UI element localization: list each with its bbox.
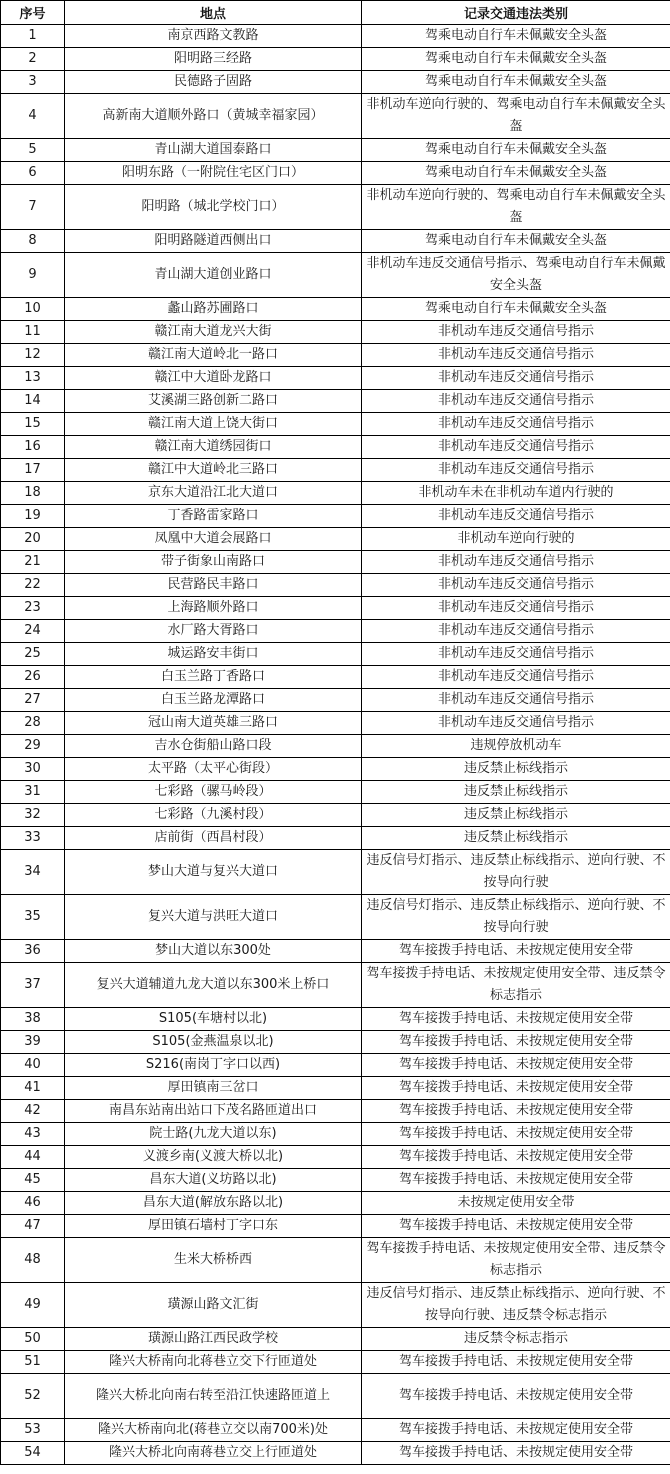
- row-location: 璜源山路江西民政学校: [65, 1328, 362, 1351]
- table-row: [1, 689, 670, 712]
- table-row: [1, 781, 670, 804]
- row-violation-type: 驾车接拨手持电话、未按规定使用安全带: [362, 1054, 670, 1077]
- row-location: 水厂路大胥路口: [65, 620, 362, 643]
- table-row: [1, 827, 670, 850]
- row-location: 南京西路文教路: [65, 25, 362, 48]
- row-violation-type: 非机动车违反交通信号指示: [362, 344, 670, 367]
- row-location: 城运路安丰街口: [65, 643, 362, 666]
- row-number: 16: [1, 436, 65, 459]
- table-row: [1, 1100, 670, 1123]
- row-location: 阳明东路（一附院住宅区门口）: [65, 162, 362, 185]
- row-number: 45: [1, 1169, 65, 1192]
- row-number: 23: [1, 597, 65, 620]
- table-row: [1, 459, 670, 482]
- row-number: 7: [1, 185, 65, 230]
- row-number: 24: [1, 620, 65, 643]
- table-row: [1, 344, 670, 367]
- row-violation-type: 非机动车逆向行驶的、驾乘电动自行车未佩戴安全头盔: [362, 94, 670, 139]
- row-violation-type: 非机动车违反交通信号指示: [362, 712, 670, 735]
- row-location: 隆兴大桥北向南蒋巷立交上行匝道处: [65, 1442, 362, 1465]
- row-number: 6: [1, 162, 65, 185]
- table-row: [1, 666, 670, 689]
- table-row: [1, 597, 670, 620]
- row-violation-type: 驾车接拨手持电话、未按规定使用安全带: [362, 1169, 670, 1192]
- row-violation-type: 驾车接拨手持电话、未按规定使用安全带: [362, 1146, 670, 1169]
- row-number: 51: [1, 1351, 65, 1374]
- row-violation-type: 违反信号灯指示、违反禁止标线指示、逆向行驶、不按导向行驶: [362, 895, 670, 940]
- row-violation-type: 驾车接拨手持电话、未按规定使用安全带、违反禁令标志指示: [362, 1238, 670, 1283]
- row-location: 赣江南大道岭北一路口: [65, 344, 362, 367]
- row-number: 27: [1, 689, 65, 712]
- row-violation-type: 非机动车违反交通信号指示: [362, 321, 670, 344]
- table-row: [1, 1283, 670, 1328]
- header-number: 序号: [1, 1, 65, 25]
- row-location: 带子街象山南路口: [65, 551, 362, 574]
- row-location: 凤凰中大道会展路口: [65, 528, 362, 551]
- table-row: [1, 1146, 670, 1169]
- row-location: 义渡乡南(义渡大桥以北): [65, 1146, 362, 1169]
- row-violation-type: 驾乘电动自行车未佩戴安全头盔: [362, 139, 670, 162]
- table-row: [1, 735, 670, 758]
- row-location: 上海路顺外路口: [65, 597, 362, 620]
- row-number: 54: [1, 1442, 65, 1465]
- table-row: [1, 185, 670, 230]
- row-violation-type: 非机动车违反交通信号指示: [362, 666, 670, 689]
- row-violation-type: 驾车接拨手持电话、未按规定使用安全带: [362, 1215, 670, 1238]
- row-number: 19: [1, 505, 65, 528]
- row-number: 37: [1, 963, 65, 1008]
- row-number: 49: [1, 1283, 65, 1328]
- row-number: 44: [1, 1146, 65, 1169]
- row-location: 璜源山路文汇街: [65, 1283, 362, 1328]
- row-number: 5: [1, 139, 65, 162]
- row-violation-type: 违反禁止标线指示: [362, 781, 670, 804]
- row-number: 52: [1, 1374, 65, 1419]
- row-violation-type: 违反禁止标线指示: [362, 804, 670, 827]
- row-number: 11: [1, 321, 65, 344]
- row-number: 41: [1, 1077, 65, 1100]
- row-number: 34: [1, 850, 65, 895]
- table-row: [1, 390, 670, 413]
- row-number: 29: [1, 735, 65, 758]
- table-row: [1, 482, 670, 505]
- row-number: 9: [1, 253, 65, 298]
- row-violation-type: 非机动车逆向行驶的: [362, 528, 670, 551]
- row-location: 冠山南大道英雄三路口: [65, 712, 362, 735]
- row-number: 50: [1, 1328, 65, 1351]
- table-row: [1, 574, 670, 597]
- row-number: 32: [1, 804, 65, 827]
- table-row: [1, 413, 670, 436]
- row-location: 昌东大道(解放东路以北): [65, 1192, 362, 1215]
- row-number: 31: [1, 781, 65, 804]
- row-location: 隆兴大桥南向北蒋巷立交下行匝道处: [65, 1351, 362, 1374]
- table-row: [1, 48, 670, 71]
- row-location: 艾溪湖三路创新二路口: [65, 390, 362, 413]
- table-row: [1, 1054, 670, 1077]
- row-location: 青山湖大道创业路口: [65, 253, 362, 298]
- row-number: 43: [1, 1123, 65, 1146]
- row-location: 隆兴大桥北向南右转至沿江快速路匝道上: [65, 1374, 362, 1419]
- table-row: [1, 94, 670, 139]
- table-row: [1, 1077, 670, 1100]
- row-location: 赣江中大道卧龙路口: [65, 367, 362, 390]
- table-header-row: [1, 1, 670, 25]
- row-location: 阳明路隧道西侧出口: [65, 230, 362, 253]
- row-location: 梦山大道以东300处: [65, 940, 362, 963]
- row-violation-type: 驾车接拨手持电话、未按规定使用安全带: [362, 1008, 670, 1031]
- row-location: 七彩路（骡马岭段）: [65, 781, 362, 804]
- row-number: 3: [1, 71, 65, 94]
- row-number: 18: [1, 482, 65, 505]
- row-location: 生米大桥桥西: [65, 1238, 362, 1283]
- table-row: [1, 758, 670, 781]
- row-number: 40: [1, 1054, 65, 1077]
- table-row: [1, 139, 670, 162]
- row-number: 53: [1, 1419, 65, 1442]
- table-row: [1, 1031, 670, 1054]
- row-number: 46: [1, 1192, 65, 1215]
- row-number: 25: [1, 643, 65, 666]
- table-row: [1, 1123, 670, 1146]
- row-violation-type: 驾车接拨手持电话、未按规定使用安全带: [362, 1374, 670, 1419]
- row-location: 七彩路（九溪村段）: [65, 804, 362, 827]
- table-row: [1, 436, 670, 459]
- row-violation-type: 非机动车未在非机动车道内行驶的: [362, 482, 670, 505]
- row-violation-type: 驾乘电动自行车未佩戴安全头盔: [362, 71, 670, 94]
- row-number: 36: [1, 940, 65, 963]
- row-location: 蠡山路苏圃路口: [65, 298, 362, 321]
- row-location: 阳明路三经路: [65, 48, 362, 71]
- row-location: 赣江南大道绣园街口: [65, 436, 362, 459]
- row-violation-type: 驾乘电动自行车未佩戴安全头盔: [362, 25, 670, 48]
- row-violation-type: 非机动车违反交通信号指示: [362, 390, 670, 413]
- table-row: [1, 298, 670, 321]
- row-location: S105(车塘村以北): [65, 1008, 362, 1031]
- table-row: [1, 25, 670, 48]
- table-row: [1, 71, 670, 94]
- table-row: [1, 1351, 670, 1374]
- row-violation-type: 违反禁止标线指示: [362, 827, 670, 850]
- table-row: [1, 1238, 670, 1283]
- row-location: 赣江南大道上饶大街口: [65, 413, 362, 436]
- row-number: 42: [1, 1100, 65, 1123]
- table-row: [1, 895, 670, 940]
- row-violation-type: 非机动车违反交通信号指示: [362, 597, 670, 620]
- row-violation-type: 非机动车违反交通信号指示: [362, 574, 670, 597]
- row-violation-type: 未按规定使用安全带: [362, 1192, 670, 1215]
- table-row: [1, 321, 670, 344]
- row-location: 高新南大道顺外路口（黄城幸福家园）: [65, 94, 362, 139]
- row-violation-type: 违反禁令标志指示: [362, 1328, 670, 1351]
- row-violation-type: 违反信号灯指示、违反禁止标线指示、逆向行驶、不按导向行驶: [362, 850, 670, 895]
- row-violation-type: 非机动车违反交通信号指示、驾乘电动自行车未佩戴安全头盔: [362, 253, 670, 298]
- row-number: 17: [1, 459, 65, 482]
- table-row: [1, 505, 670, 528]
- row-location: 厚田镇石墙村丁字口东: [65, 1215, 362, 1238]
- row-violation-type: 驾车接拨手持电话、未按规定使用安全带: [362, 1077, 670, 1100]
- row-location: 昌东大道(义坊路以北): [65, 1169, 362, 1192]
- table-row: [1, 940, 670, 963]
- row-number: 15: [1, 413, 65, 436]
- table-row: [1, 551, 670, 574]
- row-violation-type: 非机动车违反交通信号指示: [362, 643, 670, 666]
- table-row: [1, 850, 670, 895]
- row-location: 白玉兰路丁香路口: [65, 666, 362, 689]
- row-violation-type: 驾乘电动自行车未佩戴安全头盔: [362, 48, 670, 71]
- row-number: 48: [1, 1238, 65, 1283]
- table-row: [1, 230, 670, 253]
- table-row: [1, 528, 670, 551]
- row-location: S105(金燕温泉以北): [65, 1031, 362, 1054]
- row-number: 13: [1, 367, 65, 390]
- row-number: 33: [1, 827, 65, 850]
- row-violation-type: 驾车接拨手持电话、未按规定使用安全带: [362, 1031, 670, 1054]
- header-location: 地点: [65, 1, 362, 25]
- table-row: [1, 1008, 670, 1031]
- row-violation-type: 驾车接拨手持电话、未按规定使用安全带: [362, 1351, 670, 1374]
- row-violation-type: 违反禁止标线指示: [362, 758, 670, 781]
- row-location: 白玉兰路龙潭路口: [65, 689, 362, 712]
- header-violation-type: 记录交通违法类别: [362, 1, 670, 25]
- row-location: 民德路子固路: [65, 71, 362, 94]
- row-number: 14: [1, 390, 65, 413]
- row-number: 20: [1, 528, 65, 551]
- row-location: 太平路（太平心街段）: [65, 758, 362, 781]
- table-row: [1, 1328, 670, 1351]
- row-number: 21: [1, 551, 65, 574]
- row-number: 35: [1, 895, 65, 940]
- row-number: 1: [1, 25, 65, 48]
- row-number: 39: [1, 1031, 65, 1054]
- row-number: 28: [1, 712, 65, 735]
- row-location: 复兴大道辅道九龙大道以东300米上桥口: [65, 963, 362, 1008]
- row-violation-type: 非机动车违反交通信号指示: [362, 413, 670, 436]
- row-location: 南昌东站南出站口下茂名路匝道出口: [65, 1100, 362, 1123]
- table-row: [1, 712, 670, 735]
- row-violation-type: 非机动车违反交通信号指示: [362, 689, 670, 712]
- row-location: 京东大道沿江北大道口: [65, 482, 362, 505]
- table-body: [1, 25, 670, 1465]
- row-location: 复兴大道与洪旺大道口: [65, 895, 362, 940]
- row-number: 12: [1, 344, 65, 367]
- row-location: 赣江中大道岭北三路口: [65, 459, 362, 482]
- row-number: 30: [1, 758, 65, 781]
- row-location: 丁香路雷家路口: [65, 505, 362, 528]
- row-location: 吉水仓街船山路口段: [65, 735, 362, 758]
- table-row: [1, 643, 670, 666]
- row-violation-type: 驾乘电动自行车未佩戴安全头盔: [362, 230, 670, 253]
- row-violation-type: 驾车接拨手持电话、未按规定使用安全带: [362, 940, 670, 963]
- row-violation-type: 驾车接拨手持电话、未按规定使用安全带、违反禁令标志指示: [362, 963, 670, 1008]
- row-number: 2: [1, 48, 65, 71]
- table-row: [1, 620, 670, 643]
- row-number: 8: [1, 230, 65, 253]
- row-location: 店前街（西昌村段）: [65, 827, 362, 850]
- row-violation-type: 非机动车违反交通信号指示: [362, 505, 670, 528]
- table-row: [1, 1442, 670, 1465]
- row-violation-type: 非机动车违反交通信号指示: [362, 620, 670, 643]
- row-location: 赣江南大道龙兴大街: [65, 321, 362, 344]
- table-row: [1, 367, 670, 390]
- table-row: [1, 253, 670, 298]
- row-location: 院士路(九龙大道以东): [65, 1123, 362, 1146]
- row-location: S216(南岗丁字口以西): [65, 1054, 362, 1077]
- row-violation-type: 驾乘电动自行车未佩戴安全头盔: [362, 162, 670, 185]
- row-violation-type: 驾车接拨手持电话、未按规定使用安全带: [362, 1123, 670, 1146]
- row-location: 梦山大道与复兴大道口: [65, 850, 362, 895]
- row-location: 厚田镇南三岔口: [65, 1077, 362, 1100]
- row-violation-type: 非机动车违反交通信号指示: [362, 551, 670, 574]
- table-row: [1, 804, 670, 827]
- table-row: [1, 1215, 670, 1238]
- table-row: [1, 963, 670, 1008]
- row-number: 10: [1, 298, 65, 321]
- row-violation-type: 非机动车违反交通信号指示: [362, 459, 670, 482]
- table-row: [1, 1374, 670, 1419]
- row-violation-type: 驾车接拨手持电话、未按规定使用安全带: [362, 1100, 670, 1123]
- row-violation-type: 驾车接拨手持电话、未按规定使用安全带: [362, 1419, 670, 1442]
- table-row: [1, 1192, 670, 1215]
- row-violation-type: 驾乘电动自行车未佩戴安全头盔: [362, 298, 670, 321]
- row-location: 阳明路（城北学校门口）: [65, 185, 362, 230]
- row-number: 47: [1, 1215, 65, 1238]
- table-row: [1, 1169, 670, 1192]
- row-violation-type: 非机动车违反交通信号指示: [362, 367, 670, 390]
- row-violation-type: 驾车接拨手持电话、未按规定使用安全带: [362, 1442, 670, 1465]
- row-location: 民营路民丰路口: [65, 574, 362, 597]
- row-violation-type: 违规停放机动车: [362, 735, 670, 758]
- row-number: 38: [1, 1008, 65, 1031]
- row-violation-type: 违反信号灯指示、违反禁止标线指示、逆向行驶、不按导向行驶、违反禁令标志指示: [362, 1283, 670, 1328]
- row-number: 4: [1, 94, 65, 139]
- table-row: [1, 1419, 670, 1442]
- row-location: 隆兴大桥南向北(蒋巷立交以南700米)处: [65, 1419, 362, 1442]
- row-violation-type: 非机动车违反交通信号指示: [362, 436, 670, 459]
- row-location: 青山湖大道国泰路口: [65, 139, 362, 162]
- row-number: 26: [1, 666, 65, 689]
- row-number: 22: [1, 574, 65, 597]
- table-row: [1, 162, 670, 185]
- row-violation-type: 非机动车逆向行驶的、驾乘电动自行车未佩戴安全头盔: [362, 185, 670, 230]
